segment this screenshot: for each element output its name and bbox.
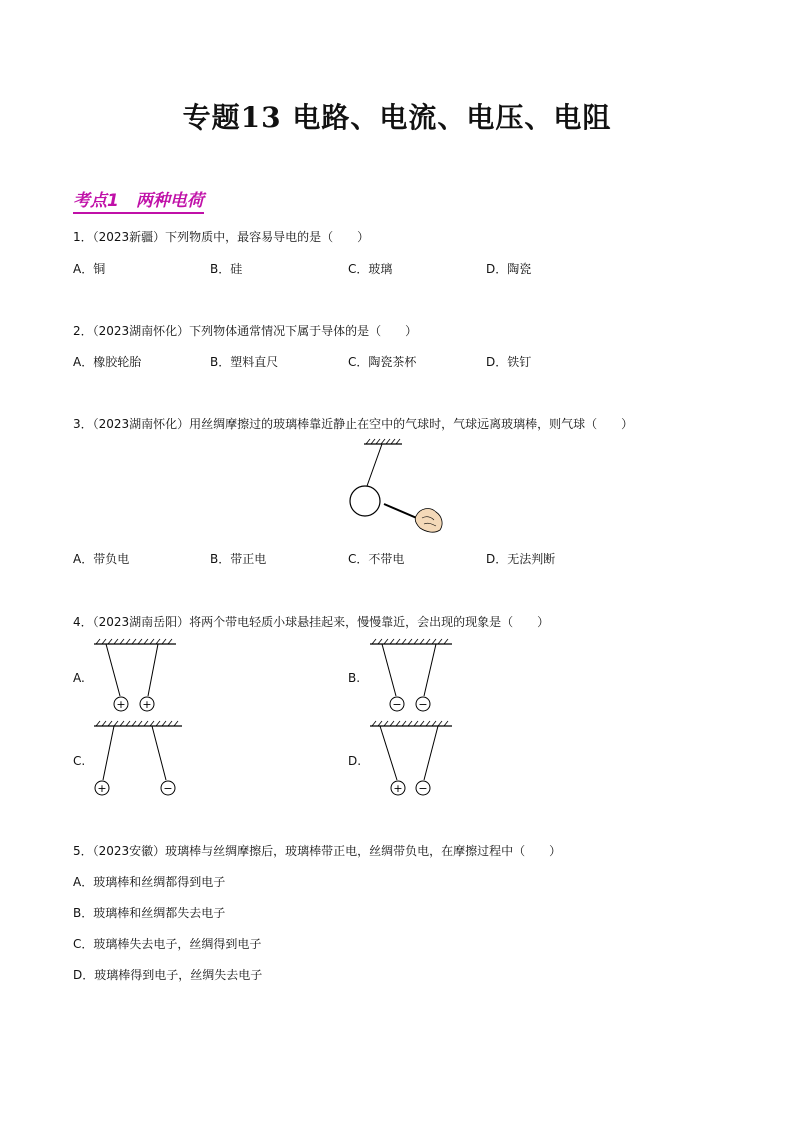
hand-icon [415, 509, 442, 533]
section-heading [73, 186, 204, 211]
section-label: 考点1 两种电荷 [73, 191, 204, 211]
question-1-stem: 1．（2023新疆）下列物质中，最容易导电的是（ ） [73, 230, 370, 244]
q4-diagram-d [368, 718, 458, 800]
q5-option-a[interactable]: A．玻璃棒和丝绸都得到电子 [73, 875, 226, 889]
q1-option-d[interactable]: D．陶瓷 [486, 262, 532, 276]
q3-option-c[interactable]: C．不带电 [348, 552, 405, 566]
q5-option-d[interactable]: D．玻璃棒得到电子，丝绸失去电子 [73, 968, 263, 982]
q3-option-a[interactable]: A．带负电 [73, 552, 130, 566]
q2-option-b[interactable]: B．塑料直尺 [210, 355, 279, 369]
q2-option-c[interactable]: C．陶瓷茶杯 [348, 355, 417, 369]
question-3-stem: 3．（2023湖南怀化）用丝绸摩擦过的玻璃棒靠近静止在空中的气球时，气球远离玻璃棒，则气球（ ） [73, 417, 634, 431]
q3-option-d[interactable]: D．无法判断 [486, 552, 556, 566]
q5-option-c[interactable]: C．玻璃棒失去电子，丝绸得到电子 [73, 937, 262, 951]
q5-option-b[interactable]: B．玻璃棒和丝绸都失去电子 [73, 906, 226, 920]
q1-option-c[interactable]: C．玻璃 [348, 262, 393, 276]
question-2-stem: 2．（2023湖南怀化）下列物体通常情况下属于导体的是（ ） [73, 324, 418, 338]
q1-option-a[interactable]: A．铜 [73, 262, 106, 276]
q4-option-c-label[interactable]: C. [73, 754, 86, 768]
q4c-ball-1-sign: + [97, 782, 107, 795]
q1-option-b[interactable]: B．硅 [210, 262, 243, 276]
q4-diagram-b [368, 636, 458, 716]
q4a-ball-2-sign: + [142, 698, 152, 711]
q4-option-b-label[interactable]: B. [348, 671, 361, 685]
q2-option-a[interactable]: A．橡胶轮胎 [73, 355, 142, 369]
balloon-diagram [330, 436, 460, 546]
q4-diagram-c [92, 718, 192, 800]
q3-option-b[interactable]: B．带正电 [210, 552, 267, 566]
q4-diagram-a [92, 636, 182, 716]
q4b-ball-1-sign: − [392, 698, 402, 711]
page-title: 专题13 电路、电流、电压、电阻 [182, 101, 612, 134]
q4-option-d-label[interactable]: D. [348, 754, 362, 768]
question-5-stem: 5．（2023安徽）玻璃棒与丝绸摩擦后，玻璃棒带正电，丝绸带负电，在摩擦过程中（ ） [73, 844, 562, 858]
q4d-ball-1-sign: + [393, 782, 403, 795]
q4d-ball-2-sign: − [418, 782, 428, 795]
q4b-ball-2-sign: − [418, 698, 428, 711]
q4c-ball-2-sign: − [163, 782, 173, 795]
q2-option-d[interactable]: D．铁钉 [486, 355, 532, 369]
q4-option-a-label[interactable]: A. [73, 671, 85, 685]
question-4-stem: 4．（2023湖南岳阳）将两个带电轻质小球悬挂起来，慢慢靠近，会出现的现象是（ ） [73, 615, 550, 629]
q4a-ball-1-sign: + [116, 698, 126, 711]
section-underline [73, 212, 204, 214]
balloon [350, 486, 380, 516]
